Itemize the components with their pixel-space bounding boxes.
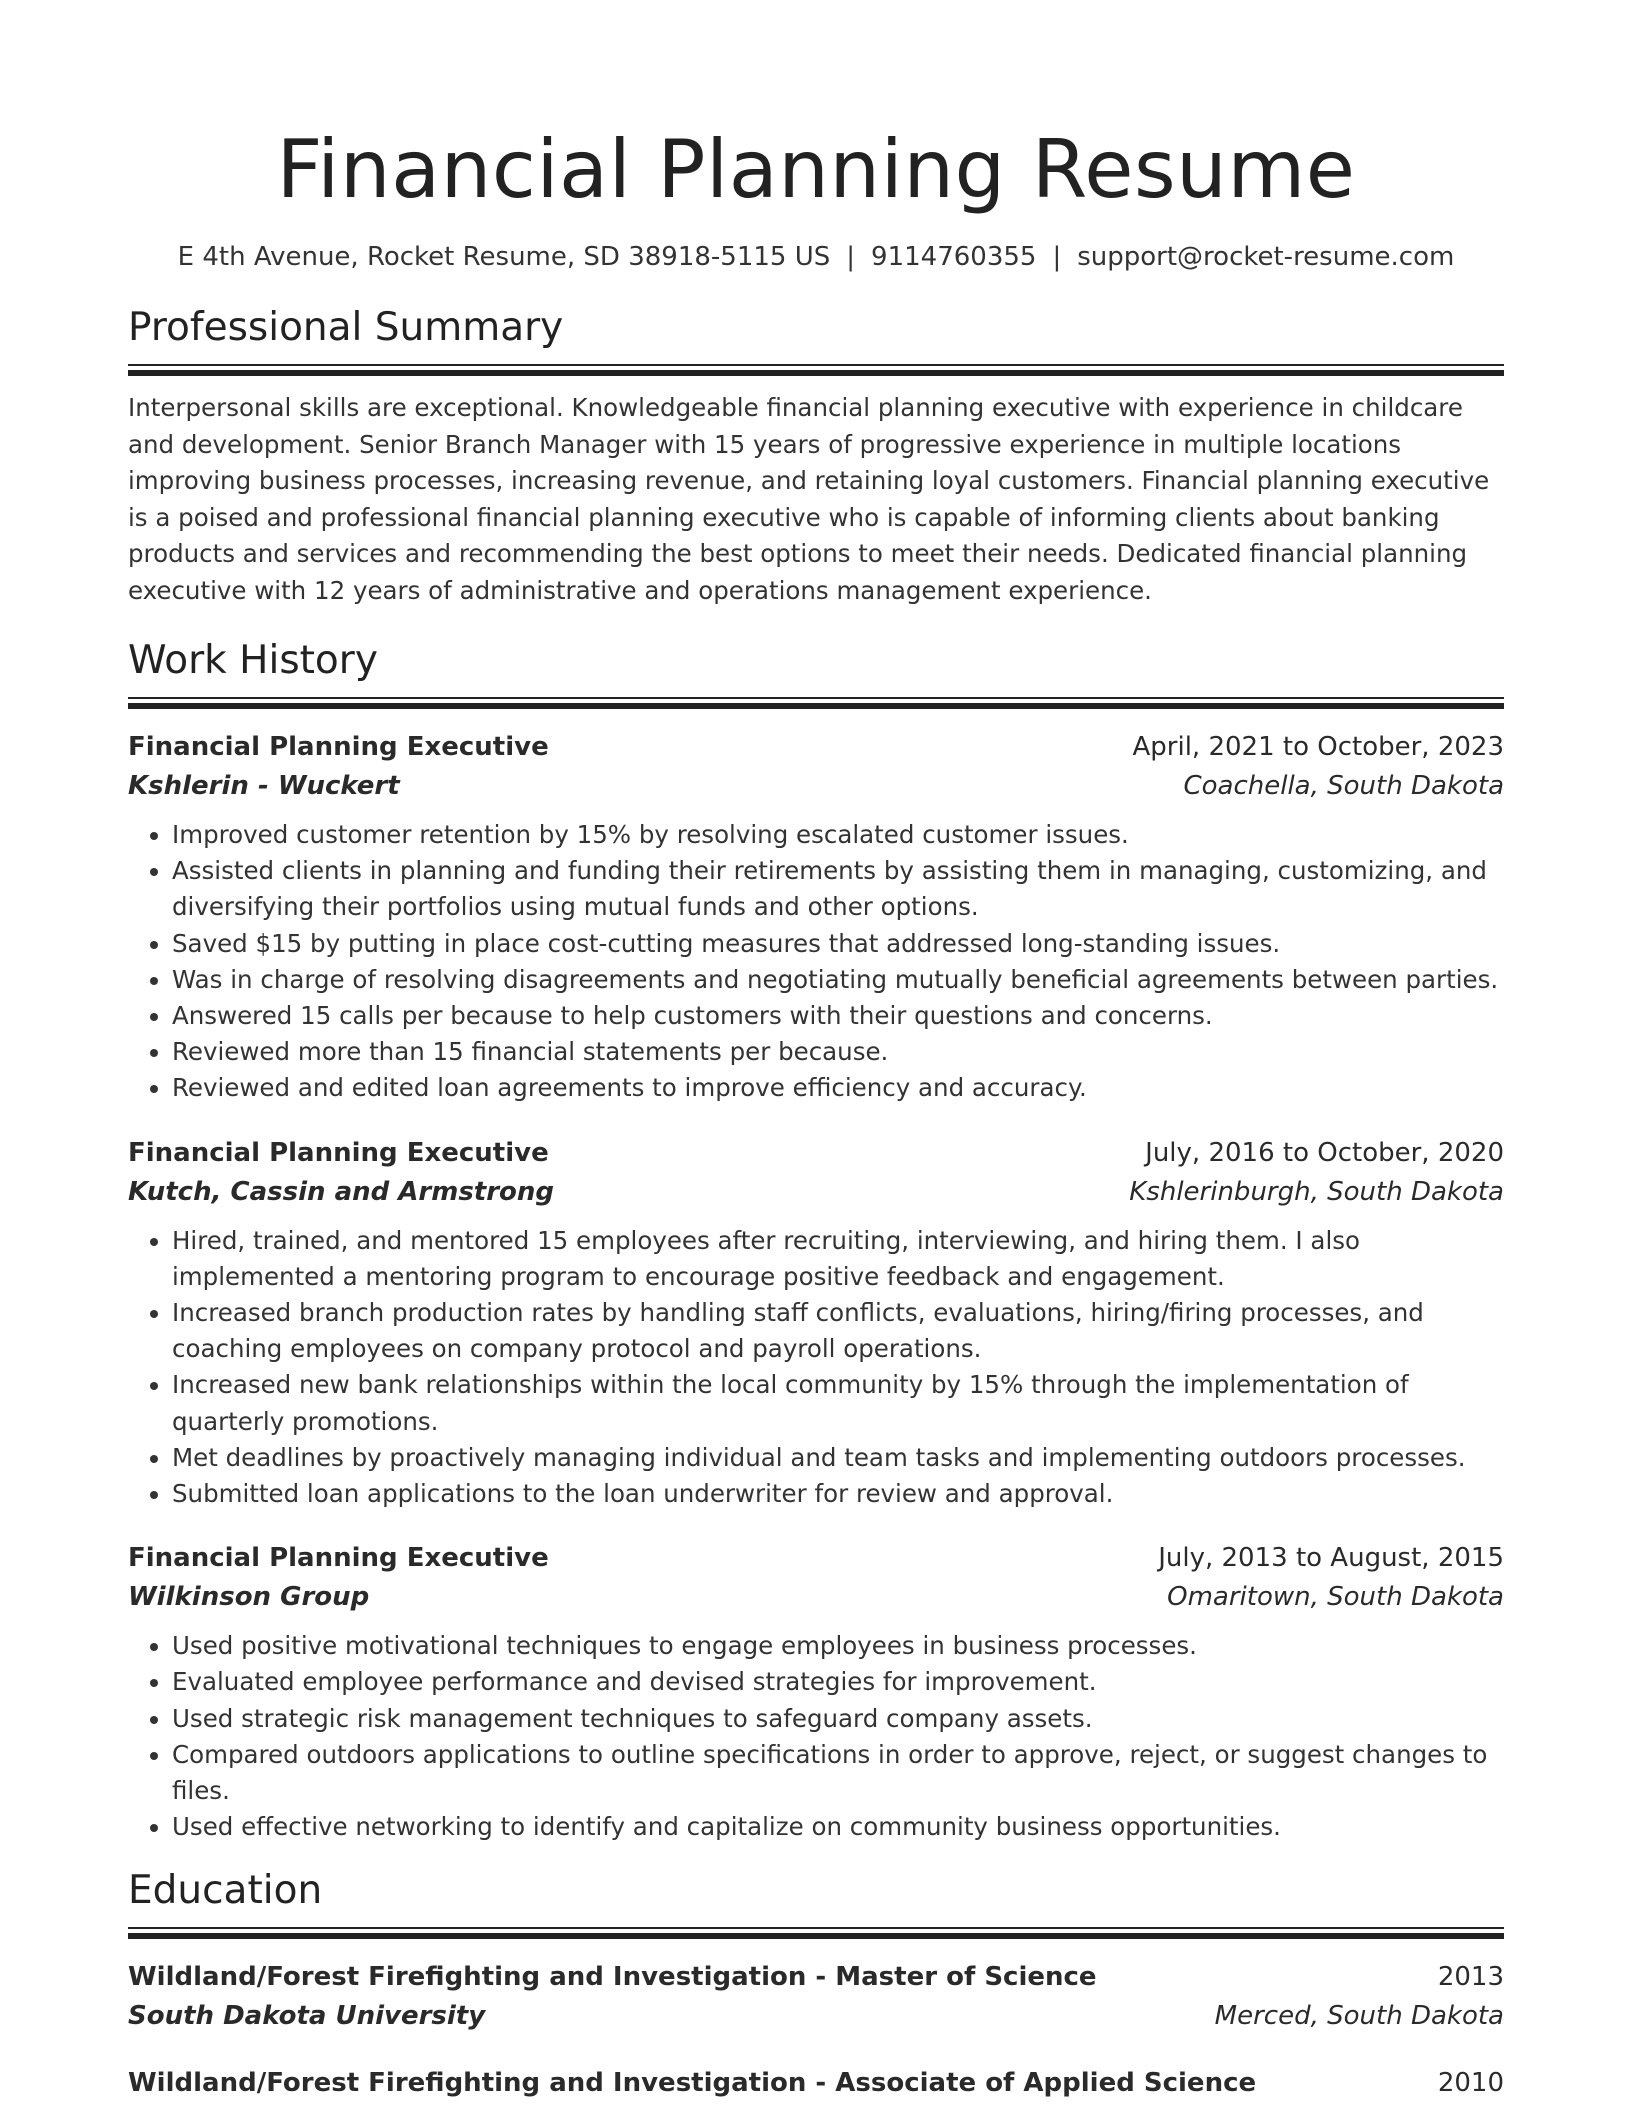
job-location: Omaritown, South Dakota bbox=[1167, 1582, 1504, 1613]
job-location: Coachella, South Dakota bbox=[1183, 771, 1504, 801]
degree: Wildland/Forest Firefighting and Investigation - Associate of Applied Science bbox=[128, 2068, 1257, 2099]
education-year: 2010 bbox=[1437, 2068, 1504, 2099]
list-item: • Hired, trained, and mentored 15 employees after recruiting, interviewing, and hiring them. I also implemented a mentoring program to encourage positive feedback and engagement. bbox=[172, 1223, 1504, 1295]
list-item: • Met deadlines by proactively managing individual and team tasks and implementing outdoors processes. bbox=[172, 1440, 1504, 1476]
education-school-row bbox=[128, 1997, 1504, 2035]
resume-title: Financial Planning Resume bbox=[276, 123, 1356, 216]
list-item: • Reviewed more than 15 financial statements per because. bbox=[172, 1034, 1504, 1070]
job-dates: April, 2021 to October, 2023 bbox=[1132, 732, 1504, 762]
job-company-row bbox=[128, 767, 1504, 805]
job-title: Financial Planning Executive bbox=[128, 1137, 549, 1168]
section-divider bbox=[128, 1927, 1504, 1939]
job-dates: July, 2013 to August, 2015 bbox=[1158, 1543, 1504, 1574]
job-bullets bbox=[128, 817, 1504, 1107]
list-item: • Used positive motivational techniques to engage employees in business processes. bbox=[172, 1628, 1504, 1664]
job-bullets bbox=[128, 1628, 1504, 1845]
address: E 4th Avenue, Rocket Resume, SD 38918-5115 US bbox=[177, 242, 831, 272]
job-entry bbox=[128, 727, 1504, 1107]
separator: | bbox=[1052, 242, 1062, 272]
school-name: South Dakota University bbox=[128, 2001, 486, 2032]
list-item: • Was in charge of resolving disagreements and negotiating mutually beneficial agreements between parties. bbox=[172, 962, 1504, 998]
education-year: 2013 bbox=[1437, 1962, 1504, 1993]
job-title: Financial Planning Executive bbox=[128, 1543, 549, 1574]
education-entry bbox=[128, 2063, 1504, 2103]
section-divider bbox=[128, 364, 1504, 376]
job-bullets bbox=[128, 1223, 1504, 1513]
job-header-row bbox=[128, 727, 1504, 767]
list-item: • Used effective networking to identify and capitalize on community business opportunities. bbox=[172, 1809, 1504, 1845]
job-location: Kshlerinburgh, South Dakota bbox=[1129, 1176, 1504, 1207]
section-heading-work-history: Work History bbox=[128, 638, 378, 683]
email: support@rocket-resume.com bbox=[1077, 242, 1455, 272]
education-entry bbox=[128, 1957, 1504, 2035]
work-history-section bbox=[128, 637, 1504, 1845]
list-item: • Reviewed and edited loan agreements to improve efficiency and accuracy. bbox=[172, 1070, 1504, 1106]
list-item: • Assisted clients in planning and funding their retirements by assisting them in managing, customizing, and diversifying their portfolios using mutual funds and other options. bbox=[172, 853, 1504, 925]
school-location: Merced, South Dakota bbox=[1214, 2001, 1504, 2032]
list-item: • Compared outdoors applications to outline specifications in order to approve, reject, or suggest changes to files. bbox=[172, 1737, 1504, 1809]
education-section bbox=[128, 1867, 1504, 2103]
job-company-row bbox=[128, 1173, 1504, 1211]
education-header-row bbox=[128, 1957, 1504, 1997]
list-item: • Submitted loan applications to the loan underwriter for review and approval. bbox=[172, 1476, 1504, 1512]
list-item: • Improved customer retention by 15% by resolving escalated customer issues. bbox=[172, 817, 1504, 853]
phone: 9114760355 bbox=[871, 242, 1037, 272]
list-item: • Increased branch production rates by handling staff conflicts, evaluations, hiring/firing processes, and coaching employees on company protocol and payroll operations. bbox=[172, 1295, 1504, 1367]
list-item: • Evaluated employee performance and devised strategies for improvement. bbox=[172, 1664, 1504, 1700]
section-heading-education: Education bbox=[128, 1868, 323, 1914]
resume-page bbox=[128, 0, 1504, 2103]
education-header-row bbox=[128, 2063, 1504, 2103]
company-name: Kshlerin - Wuckert bbox=[128, 771, 400, 801]
company-name: Wilkinson Group bbox=[128, 1582, 370, 1613]
section-heading-summary: Professional Summary bbox=[128, 305, 564, 350]
degree: Wildland/Forest Firefighting and Investigation - Master of Science bbox=[128, 1962, 1097, 1993]
contact-line bbox=[128, 240, 1504, 274]
job-entry bbox=[128, 1133, 1504, 1513]
job-title: Financial Planning Executive bbox=[128, 732, 549, 762]
summary-section bbox=[128, 304, 1504, 609]
job-header-row bbox=[128, 1133, 1504, 1173]
separator: | bbox=[846, 242, 856, 272]
summary-text: Interpersonal skills are exceptional. Knowledgeable financial planning executive with experience in childcare and development. Senior Branch Manager with 15 years of progressive experience in multiple locations improving business processes, increasing revenue, and retaining loyal customers. Financial planning executive is a poised and professional financial planning executive who is capable of informing clients about banking products and services and recommending the best options to meet their needs. Dedicated financial planning executive with 12 years of administrative and operations management experience. bbox=[128, 393, 1490, 605]
job-dates: July, 2016 to October, 2020 bbox=[1145, 1137, 1504, 1168]
section-divider bbox=[128, 697, 1504, 709]
list-item: • Answered 15 calls per because to help customers with their questions and concerns. bbox=[172, 998, 1504, 1034]
job-company-row bbox=[128, 1578, 1504, 1616]
company-name: Kutch, Cassin and Armstrong bbox=[128, 1176, 555, 1207]
list-item: • Saved $15 by putting in place cost-cutting measures that addressed long-standing issues. bbox=[172, 926, 1504, 962]
list-item: • Increased new bank relationships within the local community by 15% through the implementation of quarterly promotions. bbox=[172, 1367, 1504, 1439]
job-entry bbox=[128, 1538, 1504, 1845]
job-header-row bbox=[128, 1538, 1504, 1578]
list-item: • Used strategic risk management techniques to safeguard company assets. bbox=[172, 1701, 1504, 1737]
